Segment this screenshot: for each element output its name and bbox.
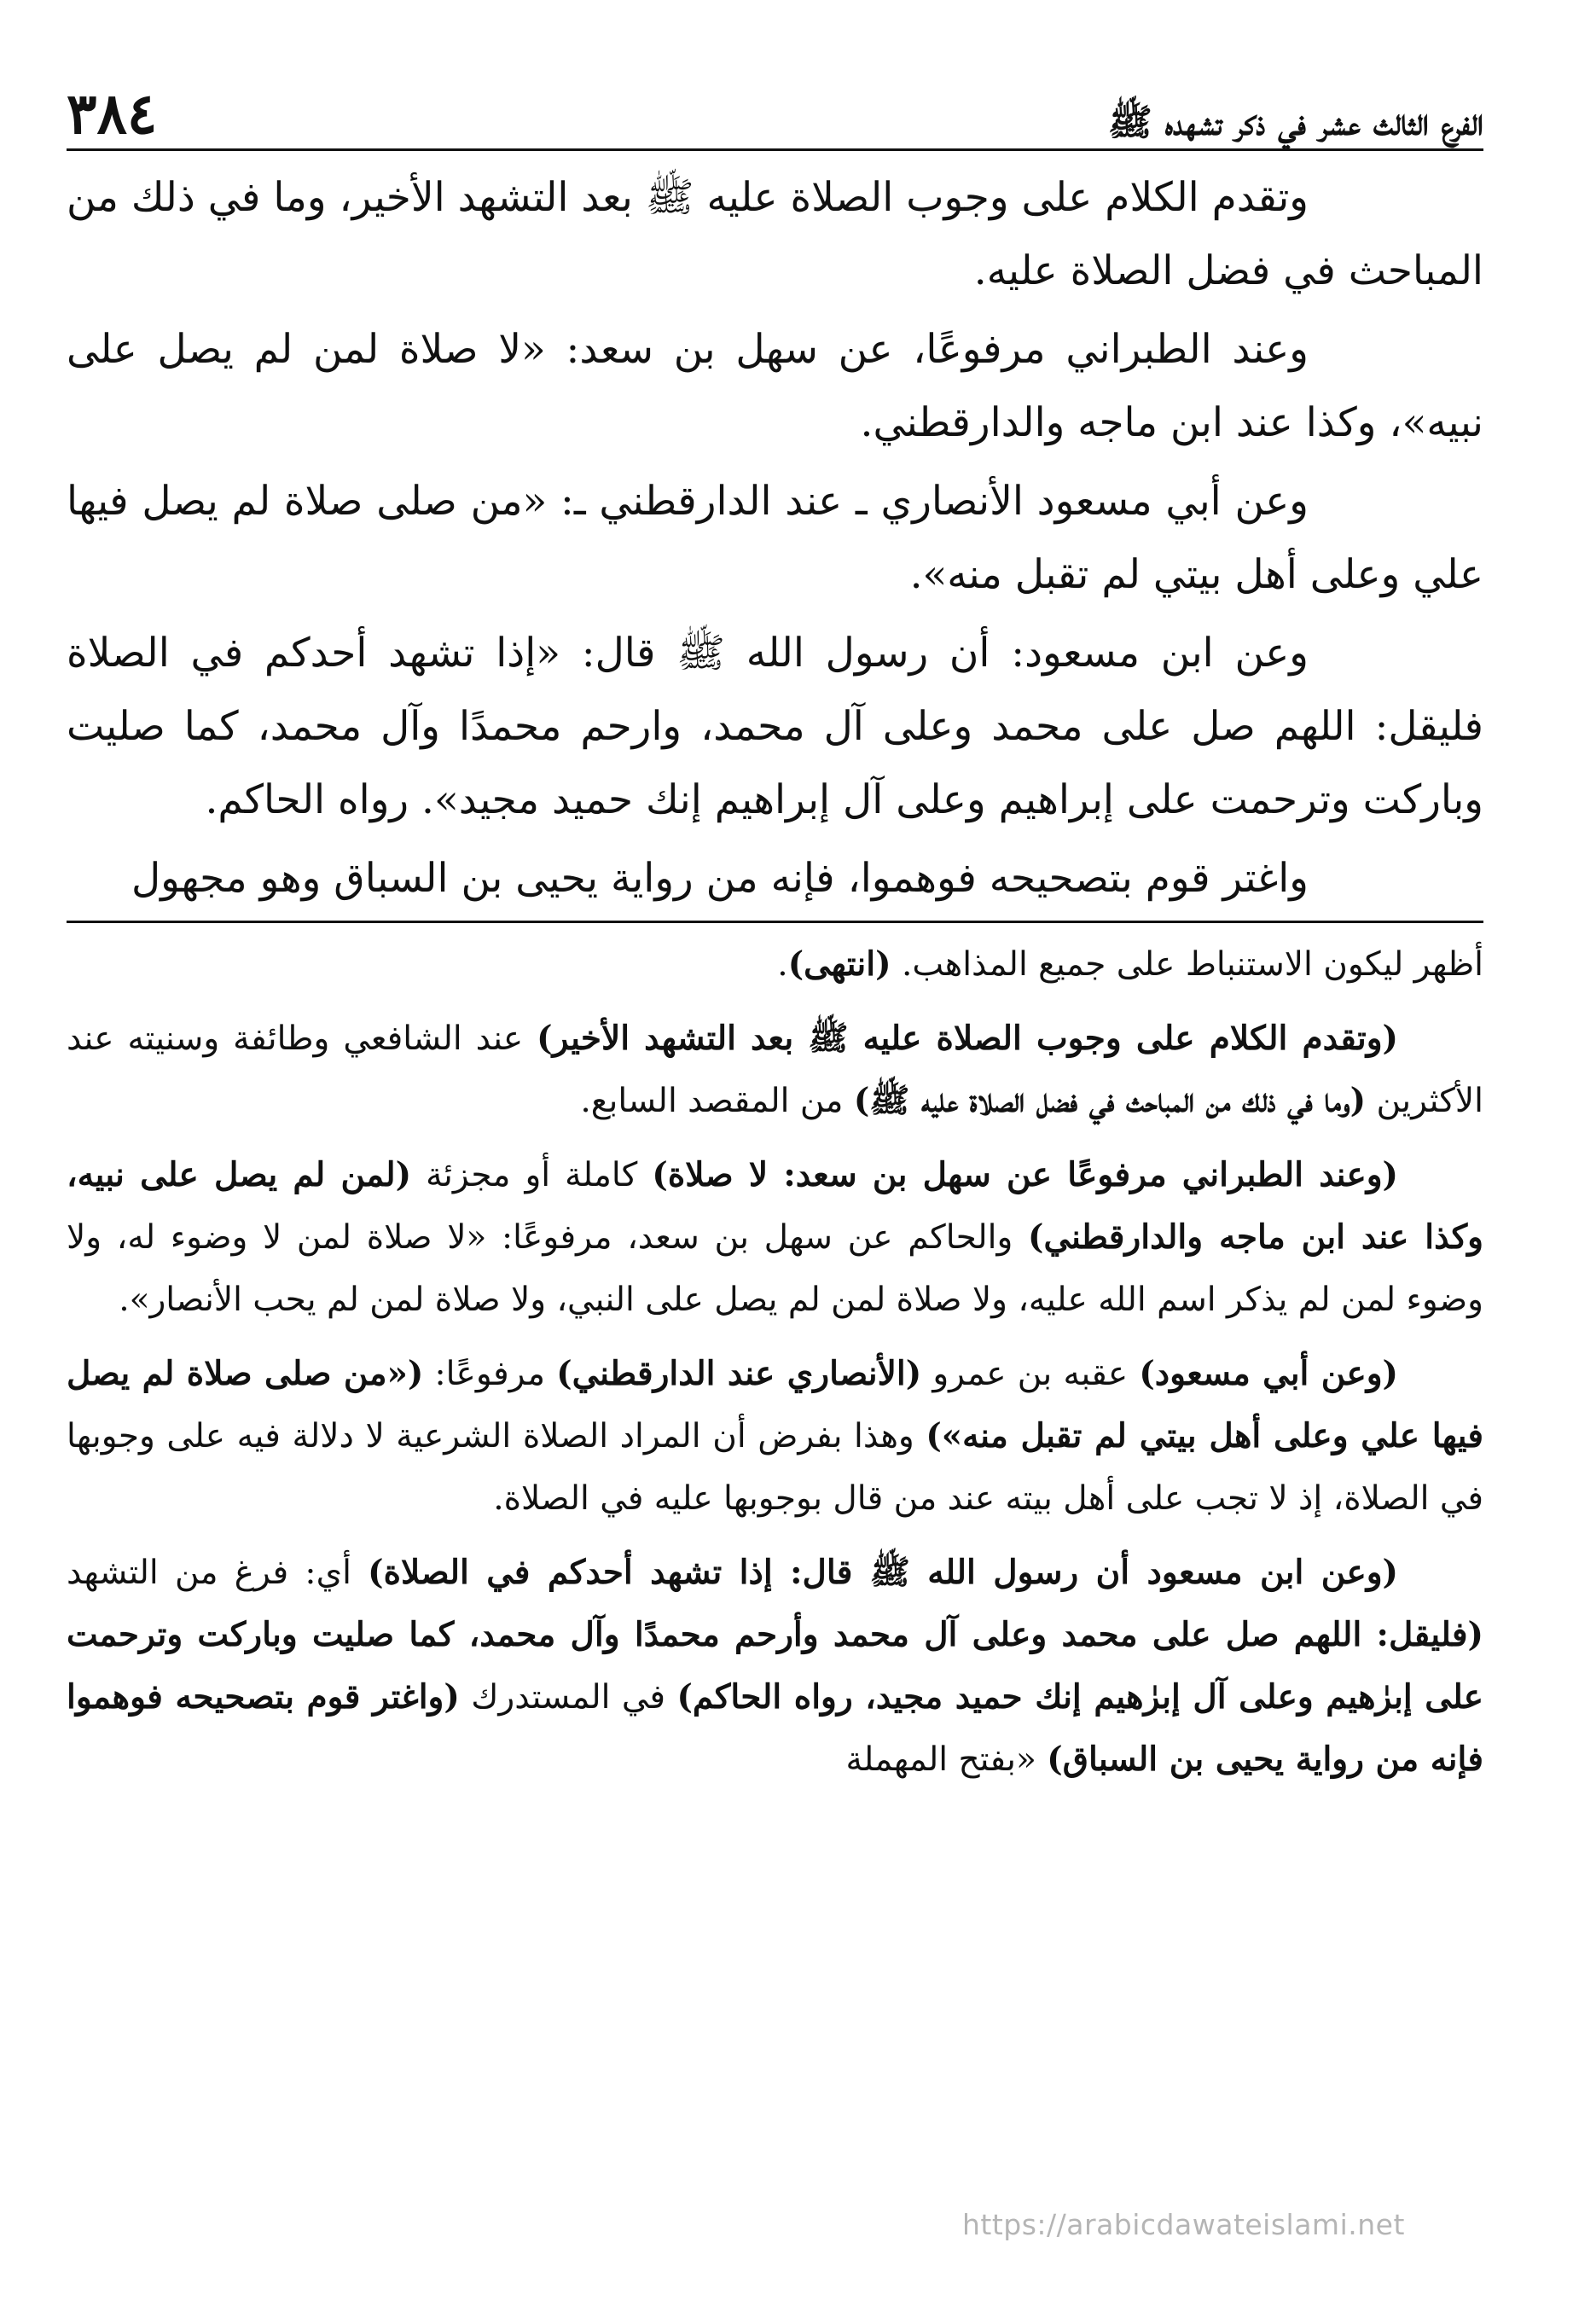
quoted-text: (وتقدم الكلام على وجوب الصلاة عليه ﷺ بعد التشهد الأخير) <box>537 1019 1398 1058</box>
quoted-text: (وما في ذلك من المباحث في فضل الصلاة عليه ﷺ) <box>853 1081 1367 1120</box>
commentary-paragraph <box>67 1144 1483 1331</box>
watermark-url: https://arabicdawateislami.net <box>962 2208 1405 2241</box>
quoted-text: (انتهى) <box>787 944 891 984</box>
commentary-text: أظهر ليكون الاستنباط على جميع المذاهب. <box>891 945 1483 984</box>
page-header <box>67 81 1483 151</box>
commentary-text: والحاكم عن سهل بن سعد، مرفوعًا: «لا صلاة لمن لا وضوء له، ولا وضوء لمن لم يذكر اسم الله عليه، ولا صلاة لمن لم يصل على النبي، ولا صلاة لمن لم يحب الأنصار». <box>67 1218 1483 1319</box>
commentary-text: كاملة أو مجزئة <box>411 1156 653 1194</box>
commentary-text: مرفوعًا: <box>423 1355 557 1393</box>
quoted-text: (وعن ابن مسعود أن رسول الله ﷺ قال: إذا تشهد أحدكم في الصلاة) <box>368 1553 1398 1592</box>
commentary-text: عند الشافعي وطائفة وسنيته عند الأكثرين <box>67 1020 1483 1120</box>
quoted-text: (فليقل: اللهم صل على محمد وعلى آل محمد وأرحم محمدًا وآل محمد، كما صليت وباركت وترحمت على إبرٰهيم وعلى آل إبرٰهيم إنك حميد مجيد، رواه الحاكم) <box>67 1615 1483 1717</box>
commentary-text: وهذا بفرض أن المراد الصلاة الشرعية لا دلالة فيه على وجوبها في الصلاة، إذ لا تجب على أهل بيته عند من قال بوجوبها عليه في الصلاة. <box>67 1417 1483 1518</box>
main-paragraph: وعن أبي مسعود الأنصاري ـ عند الدارقطني ـ: «من صلى صلاة لم يصل فيها علي وعلى أهل بيتي لم تقبل منه». <box>67 478 1483 598</box>
section-divider <box>67 921 1483 923</box>
commentary-text: «بفتح المهملة <box>845 1740 1048 1779</box>
quoted-text: (وعند الطبراني مرفوعًا عن سهل بن سعد: لا صلاة) <box>652 1155 1398 1194</box>
running-title: الفرع الثالث عشر في ذكر تشهده ﷺ <box>1107 102 1483 144</box>
main-paragraph: واغتر قوم بتصحيحه فوهموا، فإنه من رواية يحيى بن السباق وهو مجهول <box>131 855 1309 902</box>
quoted-text: (واغتر قوم بتصحيحه فوهموا فإنه من رواية يحيى بن السباق) <box>67 1677 1483 1779</box>
commentary-text: من المقصد السابع. <box>580 1082 854 1120</box>
quoted-text: (الأنصاري عند الدارقطني) <box>556 1354 922 1393</box>
main-paragraph: وتقدم الكلام على وجوب الصلاة عليه ﷺ بعد التشهد الأخير، وما في ذلك من المباحث في فضل الصلاة عليه. <box>67 174 1483 294</box>
commentary-paragraph <box>67 1343 1483 1530</box>
quoted-text: («من صلى صلاة لم يصل فيها علي وعلى أهل بيتي لم تقبل منه») <box>67 1354 1483 1455</box>
commentary-paragraph <box>67 933 1483 996</box>
page-number: ٣٨٤ <box>67 80 158 147</box>
commentary-text: عقبه بن عمرو <box>921 1355 1140 1393</box>
main-paragraph: وعند الطبراني مرفوعًا، عن سهل بن سعد: «لا صلاة لمن لم يصل على نبيه»، وكذا عند ابن ماجه والدارقطني. <box>67 326 1483 446</box>
quoted-text: (وعن أبي مسعود) <box>1139 1354 1399 1393</box>
commentary-text: أي: فرغ من التشهد <box>67 1554 369 1592</box>
main-text <box>67 161 1483 915</box>
commentary <box>67 933 1483 1791</box>
commentary-paragraph <box>67 1008 1483 1132</box>
commentary-text: في المستدرك <box>459 1678 677 1717</box>
quoted-text: (لمن لم يصل على نبيه، وكذا عند ابن ماجه والدارقطني) <box>67 1155 1483 1257</box>
commentary-text: . <box>777 945 788 984</box>
commentary-paragraph <box>67 1542 1483 1791</box>
main-paragraph: وعن ابن مسعود: أن رسول الله ﷺ قال: «إذا تشهد أحدكم في الصلاة فليقل: اللهم صل على محمد وعلى آل محمد، وارحم محمدًا وآل محمد، كما صليت وباركت وترحمت على إبراهيم وعلى آل إبراهيم إنك حميد مجيد». رواه الحاكم. <box>67 630 1483 823</box>
